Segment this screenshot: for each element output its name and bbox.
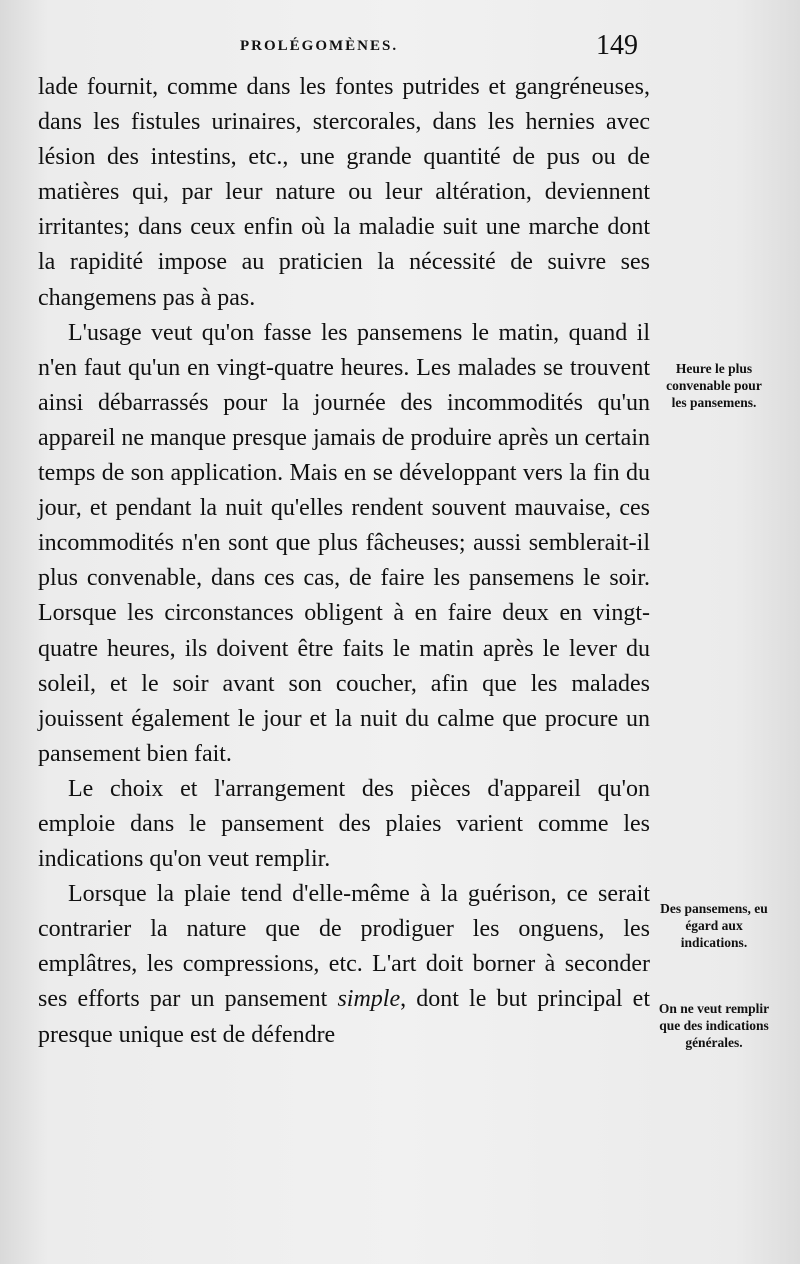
paragraph-4-end: , dont le but principal et presque unique est de défendre [38,986,651,1048]
paragraph-3: Le choix et l'arrangement des pièces d'appareil qu'on emploie dans le pansement des plaies varient comme les indications qu'on veut remplir. [38,775,650,873]
paragraph-2: L'usage veut qu'on fasse les pansemens le matin, quand il n'en faut qu'un en vingt-quatre heures. Les malades se trouvent ainsi débarrassés pour la journée des incommodités qu'un appareil ne manque presque jamais de produire après un certain temps de son application. Mais en se développant vers la fin du jour, et pendant la nuit qu'elles rendent souvent mauvaise, ces incommodités n'en sont que plus fâcheuses; aussi semblerait-il plus convenable, dans ces cas, de faire les pansemens le soir. Lorsque les circonstances obligent à en faire deux en vingt-quatre heures, ils doivent être faits le matin après le lever du soleil, et le soir avant son coucher, afin que les malades jouissent également le jour et la nuit du calme que procure un pansement bien fait. [38,319,650,767]
paragraph-4-text: Lorsque la plaie tend d'elle-même à la guérison, ce serait contrarier la nature que de prodiguer les onguens, les emplâtres, les compressions, etc. L'art doit borner à seconder ses efforts par un pansement [38,881,650,1013]
paragraph-4-italic: simple [337,986,401,1013]
page-number: 149 [596,30,638,61]
margin-note-heure: Heure le plus convenable pour les pansemens. [666,361,762,410]
margin-note-pansemens: Des pansemens, eu égard aux indications. [660,901,768,950]
running-head: PROLÉGOMÈNES. [240,38,399,54]
body-text [38,70,650,1053]
margin-note-indications: On ne veut remplir que des indications générales. [658,1001,770,1050]
paragraph-4 [38,877,650,1052]
paragraph-1: lade fournit, comme dans les fontes putrides et gangréneuses, dans les fistules urinaires, stercorales, dans les hernies avec lésion des intestins, etc., une grande quantité de pus ou de matières qui, par leur nature ou leur altération, deviennent irritantes; dans ceux enfin où la maladie suit une marche dont la rapidité impose au praticien la nécessité de suivre ses changemens pas à pas. [38,74,650,311]
